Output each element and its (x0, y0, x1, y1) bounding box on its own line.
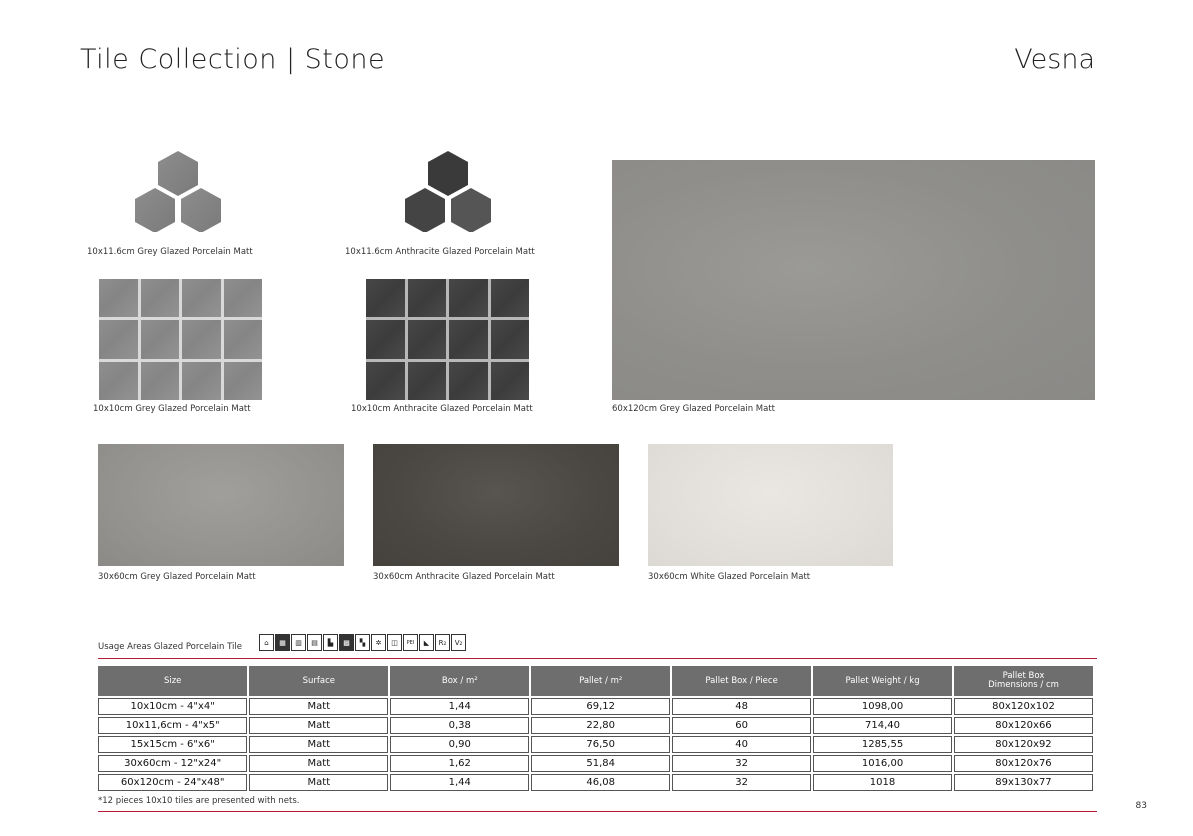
table-cell: 22,80 (531, 717, 670, 734)
page-number: 83 (1135, 801, 1147, 811)
bottom-rule (98, 811, 1097, 812)
product-caption: 60x120cm Grey Glazed Porcelain Matt (612, 404, 775, 414)
column-header: Pallet Box Dimensions / cm (954, 666, 1093, 696)
column-header: Pallet / m² (531, 666, 670, 696)
v-rating-icon: V₂ (451, 634, 466, 651)
table-cell: Matt (249, 698, 388, 715)
table-cell: Matt (249, 755, 388, 772)
table-cell: 1,44 (390, 698, 529, 715)
page-title: Tile Collection | Stone (80, 44, 386, 75)
usage-icons (259, 634, 466, 651)
table-cell: 76,50 (531, 736, 670, 753)
table-cell: 46,08 (531, 774, 670, 791)
collection-name: Vesna (1014, 44, 1095, 75)
pool-icon: ▚ (355, 634, 370, 651)
house-icon: ⌂ (259, 634, 274, 651)
grey-hexagon-tile-image (133, 150, 223, 232)
table-top-rule (98, 658, 1097, 659)
grey-mosaic-tile-image (99, 279, 262, 400)
specification-table (96, 664, 1095, 793)
table-row (98, 698, 1093, 715)
column-header: Surface (249, 666, 388, 696)
grey-rectangle-tile-image (98, 444, 344, 566)
table-cell: Matt (249, 774, 388, 791)
table-cell: 80x120x92 (954, 736, 1093, 753)
product-caption: 30x60cm Anthracite Glazed Porcelain Matt (373, 572, 555, 582)
product-caption: 30x60cm White Glazed Porcelain Matt (648, 572, 811, 582)
table-cell: 60 (672, 717, 811, 734)
table-cell: 1285,55 (813, 736, 952, 753)
product-caption: 10x10cm Anthracite Glazed Porcelain Matt (351, 404, 533, 414)
table-cell: 1,62 (390, 755, 529, 772)
table-cell: 1018 (813, 774, 952, 791)
table-row (98, 717, 1093, 734)
table-cell: Matt (249, 736, 388, 753)
table-cell: 714,40 (813, 717, 952, 734)
table-cell: 80x120x66 (954, 717, 1093, 734)
table-cell: 10x10cm - 4"x4" (98, 698, 247, 715)
slope-icon: ◣ (419, 634, 434, 651)
anthracite-mosaic-tile-image (366, 279, 529, 400)
pei-icon: PEI (403, 634, 418, 651)
table-cell: 69,12 (531, 698, 670, 715)
usage-areas-label: Usage Areas Glazed Porcelain Tile (98, 642, 242, 652)
table-cell: 1,44 (390, 774, 529, 791)
table-header-row (98, 666, 1093, 696)
table-cell: 32 (672, 774, 811, 791)
footnote: *12 pieces 10x10 tiles are presented with nets. (98, 796, 300, 806)
column-header: Box / m² (390, 666, 529, 696)
table-cell: 1016,00 (813, 755, 952, 772)
table-cell: 48 (672, 698, 811, 715)
product-caption: 10x10cm Grey Glazed Porcelain Matt (93, 404, 251, 414)
kitchen-icon: ▥ (291, 634, 306, 651)
table-cell: 0,90 (390, 736, 529, 753)
product-caption: 10x11.6cm Anthracite Glazed Porcelain Matt (345, 247, 535, 257)
column-header: Pallet Box / Piece (672, 666, 811, 696)
floor-icon: ▙ (323, 634, 338, 651)
stain-resistant-icon: ◫ (387, 634, 402, 651)
table-row (98, 755, 1093, 772)
anthracite-rectangle-tile-image (373, 444, 619, 566)
table-cell: 60x120cm - 24"x48" (98, 774, 247, 791)
table-cell: 10x11,6cm - 4"x5" (98, 717, 247, 734)
column-header: Size (98, 666, 247, 696)
table-cell: 80x120x76 (954, 755, 1093, 772)
table-cell: 0,38 (390, 717, 529, 734)
table-cell: 15x15cm - 6"x6" (98, 736, 247, 753)
table-cell: 1098,00 (813, 698, 952, 715)
table-cell: 89x130x77 (954, 774, 1093, 791)
table-cell: 51,84 (531, 755, 670, 772)
table-row (98, 774, 1093, 791)
terrace-icon: ▩ (339, 634, 354, 651)
frost-resistant-icon: ✲ (371, 634, 386, 651)
wall-icon: ▦ (275, 634, 290, 651)
bathroom-icon: ▤ (307, 634, 322, 651)
table-cell: 30x60cm - 12"x24" (98, 755, 247, 772)
table-cell: Matt (249, 717, 388, 734)
grey-large-slab-image (612, 160, 1095, 400)
table-cell: 80x120x102 (954, 698, 1093, 715)
table-cell: 40 (672, 736, 811, 753)
column-header: Pallet Weight / kg (813, 666, 952, 696)
table-row (98, 736, 1093, 753)
product-caption: 30x60cm Grey Glazed Porcelain Matt (98, 572, 256, 582)
white-rectangle-tile-image (648, 444, 893, 566)
table-cell: 32 (672, 755, 811, 772)
r-rating-icon: R₂ (435, 634, 450, 651)
product-caption: 10x11.6cm Grey Glazed Porcelain Matt (87, 247, 253, 257)
anthracite-hexagon-tile-image (403, 150, 493, 232)
